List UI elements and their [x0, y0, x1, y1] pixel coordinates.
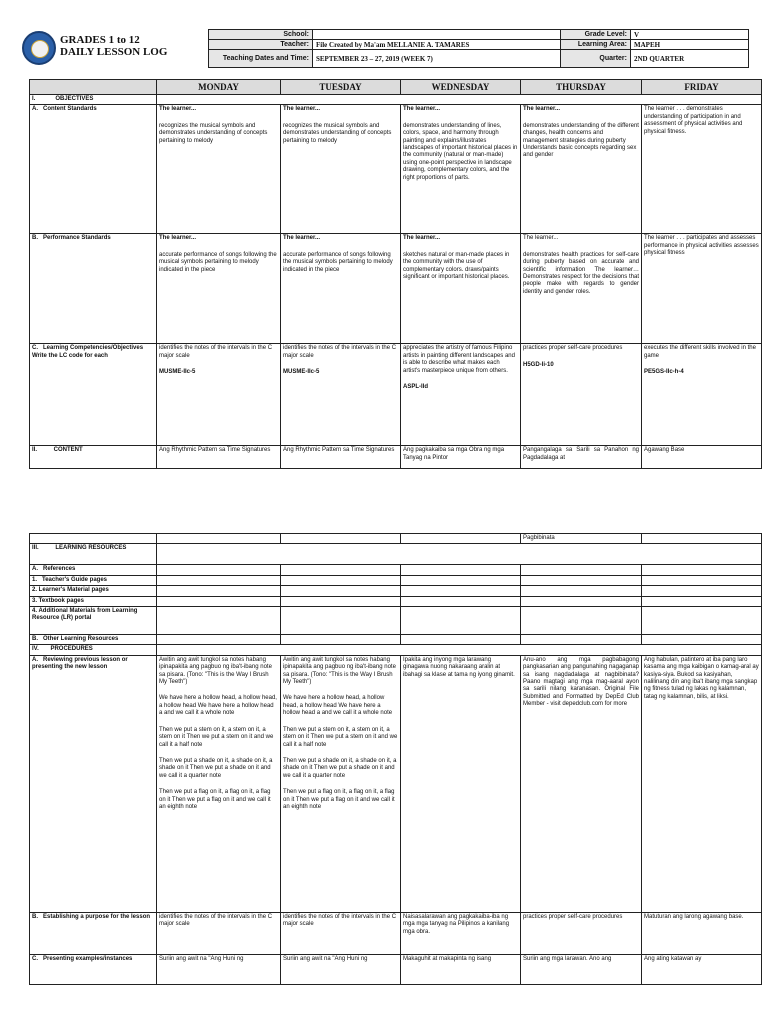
cs-tuesday: The learner... recognizes the musical symbols and demonstrates understanding of concepts pertaining to melody	[281, 105, 401, 234]
day-wednesday: WEDNESDAY	[401, 80, 521, 95]
row-content: II. CONTENT	[30, 446, 157, 469]
establish-tuesday: identifies the notes of the intervals in the C major scale	[281, 912, 401, 954]
row-textbook: 3. Textbook pages	[30, 596, 157, 606]
row-additional-materials: 4. Additional Materials from Learning Resource (LR) portal	[30, 607, 157, 635]
cs-thursday: The learner... demonstrates understanding of the different changes, health concerns and management strategies during puberty Understands basic concepts regarding sex and gender	[521, 105, 642, 234]
area-label: Learning Area:	[561, 40, 631, 50]
establish-friday: Matuturan ang larong agawang base.	[642, 912, 762, 954]
section-learning-resources: III. LEARNING RESOURCES	[30, 544, 157, 565]
teacher-label: Teacher:	[209, 40, 313, 50]
establish-thursday: practices proper self-care procedures	[521, 912, 642, 954]
present-friday: Ang ating katawan ay	[642, 954, 762, 984]
establish-wednesday: Naisasalarawan ang pagkakaiba-iba ng mga mga tanyag na Pilipinos a kanilang mga obra.	[401, 912, 521, 954]
review-tuesday: Awitin ang awit tungkol sa notes habang ipinapakita ang pagbuo ng iba't-ibang note sa pisara. (Tono: "This is the Way I Brush My Teeth") We have here a hollow head, a hollow head, a hollow head We have here a hollow head a and we call it a whole note Then we put a stem on it, a stem on it, a stem on it Then we put a stem on it and we call it a half note Then we put a shade on it, a shade on it, a shade on it Then we put a shade on it and we call it a quarter note Then we put a flag on it, a flag on it, a flag on it Then we put a flag on it and we call it an eighth note	[281, 655, 401, 912]
section-procedures: IV. PROCEDURES	[30, 645, 157, 655]
dates-value: SEPTEMBER 23 – 27, 2019 (WEEK 7)	[313, 50, 561, 68]
review-thursday: Anu-ano ang mga pagbabagong pangkasarian ang pangunahing nagaganap sa isang nagdadalaga at nagbibinata? Paano magtagi ang mga mag-aaral ayon sa sarili nilang karanasan. Original File Submitted and Formatted by DepEd Club Member - visit depedclub.com for more	[521, 655, 642, 912]
review-friday: Ang habulan, patintero at iba pang laro kasama ang mga kaibigan o kamag-aral ay kasiya-siya. Bukod sa kasiyahan, nalilinang din ang iba't ibang mga sangkap ng fitness tulad ng lakas ng kalamnan, tatag ng kalamnan, bilis, at liksi.	[642, 655, 762, 912]
present-monday: Suriin ang awit na "Ang Huni ng	[157, 954, 281, 984]
row-presenting: C. Presenting examples/instances	[30, 954, 157, 984]
row-establishing: B. Establishing a purpose for the lesson	[30, 912, 157, 954]
content-monday: Ang Rhythmic Pattern sa Time Signatures	[157, 446, 281, 469]
ps-friday: The learner . . . participates and assesses performance in physical activities assesses physical fitness	[642, 234, 762, 344]
ps-thursday: The learner... demonstrates health practices for self-care during puberty based on accurate and scientific information The learner… Demonstrates respect for the decisions that people make with regards to gender identity and gender roles.	[521, 234, 642, 344]
lc-monday: identifies the notes of the intervals in the C major scale MUSME-IIc-5	[157, 344, 281, 446]
cs-wednesday: The learner... demonstrates understanding of lines, colors, space, and harmony through painting and explains/illustrates landscapes of important historical places in the community (natural or man-made) using one-point perspective in landscape drawing, complementary colors, and the right proportions of parts.	[401, 105, 521, 234]
deped-seal-icon	[22, 31, 56, 65]
header-info-table	[208, 29, 749, 68]
school-value	[313, 30, 561, 40]
lesson-log-table-part2	[29, 533, 762, 985]
establish-monday: identifies the notes of the intervals in the C major scale	[157, 912, 281, 954]
row-teachers-guide: 1. Teacher's Guide pages	[30, 575, 157, 585]
present-wednesday: Makaguhit at makapinta ng isang	[401, 954, 521, 984]
content-thursday: Pangangalaga sa Sarili sa Panahon ng Pagdadalaga at	[521, 446, 642, 469]
row-performance-standards: B. Performance Standards	[30, 234, 157, 344]
review-wednesday: Ipakita ang inyong mga larawang ginagawa nuong nakaraang aralin at ibahagi sa klase at tama ng iyong ginamit.	[401, 655, 521, 912]
lc-wednesday: appreciates the artistry of famous Filipino artists in painting different landscapes and is able to describe what makes each artist's masterpiece unique from others. ASPL-IId	[401, 344, 521, 446]
lc-tuesday: identifies the notes of the intervals in the C major scale MUSME-IIc-5	[281, 344, 401, 446]
content-thursday-continued: Pagbibinata	[521, 534, 642, 544]
form-title: GRADES 1 to 12 DAILY LESSON LOG	[60, 34, 168, 58]
day-monday: MONDAY	[157, 80, 281, 95]
corner-cell	[30, 80, 157, 95]
cs-monday: The learner... recognizes the musical symbols and demonstrates understanding of concepts pertaining to melody	[157, 105, 281, 234]
row-content-standards: A. Content Standards	[30, 105, 157, 234]
content-wednesday: Ang pagkakaiba sa mga Obra ng mga Tanyag na Pintor	[401, 446, 521, 469]
content-tuesday: Ang Rhythmic Pattern sa Time Signatures	[281, 446, 401, 469]
lc-thursday: practices proper self-care procedures H5GD-Ii-10	[521, 344, 642, 446]
present-tuesday: Suriin ang awit na "Ang Huni ng	[281, 954, 401, 984]
area-value: MAPEH	[631, 40, 749, 50]
row-learners-material: 2. Learner's Material pages	[30, 586, 157, 596]
review-monday: Awitin ang awit tungkol sa notes habang ipinapakita ang pagbuo ng iba't-ibang note sa pisara. (Tono: "This is the Way I Brush My Teeth") We have here a hollow head, a hollow head, a hollow head We have here a hollow head a and we call it a whole note Then we put a stem on it, a stem on it, a stem on it Then we put a stem on it and we call it a half note Then we put a shade on it, a shade on it, a shade on it Then we put a shade on it and we call it a quarter note Then we put a flag on it, a flag on it, a flag on it Then we put a flag on it and we call it an eighth note	[157, 655, 281, 912]
dates-label: Teaching Dates and Time:	[209, 50, 313, 68]
present-thursday: Suriin ang mga larawan. Ano ang	[521, 954, 642, 984]
day-friday: FRIDAY	[642, 80, 762, 95]
cs-friday: The learner . . . demonstrates understanding of participation in and assessment of physical activities and physical fitness.	[642, 105, 762, 234]
row-reviewing: A. Reviewing previous lesson or presenting the new lesson	[30, 655, 157, 912]
quarter-value: 2ND QUARTER	[631, 50, 749, 68]
content-friday: Agawang Base	[642, 446, 762, 469]
ps-monday: The learner... accurate performance of songs following the musical symbols pertaining to melody indicated in the piece	[157, 234, 281, 344]
row-learning-competencies: C. Learning Competencies/Objectives Write the LC code for each	[30, 344, 157, 446]
day-thursday: THURSDAY	[521, 80, 642, 95]
quarter-label: Quarter:	[561, 50, 631, 68]
ps-tuesday: The learner... accurate performance of songs following the musical symbols pertaining to melody indicated in the piece	[281, 234, 401, 344]
lc-friday: executes the different skills involved in the game PE5GS-IIc-h-4	[642, 344, 762, 446]
row-references: A. References	[30, 565, 157, 575]
teacher-value: File Created by Ma'am MELLANIE A. TAMARES	[313, 40, 561, 50]
grade-label: Grade Level:	[561, 30, 631, 40]
ps-wednesday: The learner... sketches natural or man-made places in the community with the use of complementary colors. draws/paints significant or important historical places.	[401, 234, 521, 344]
day-tuesday: TUESDAY	[281, 80, 401, 95]
school-label: School:	[209, 30, 313, 40]
lesson-log-table-part1	[29, 79, 762, 469]
row-other-resources: B. Other Learning Resources	[30, 635, 157, 645]
section-objectives: I. OBJECTIVES	[30, 95, 157, 105]
grade-value: V	[631, 30, 749, 40]
